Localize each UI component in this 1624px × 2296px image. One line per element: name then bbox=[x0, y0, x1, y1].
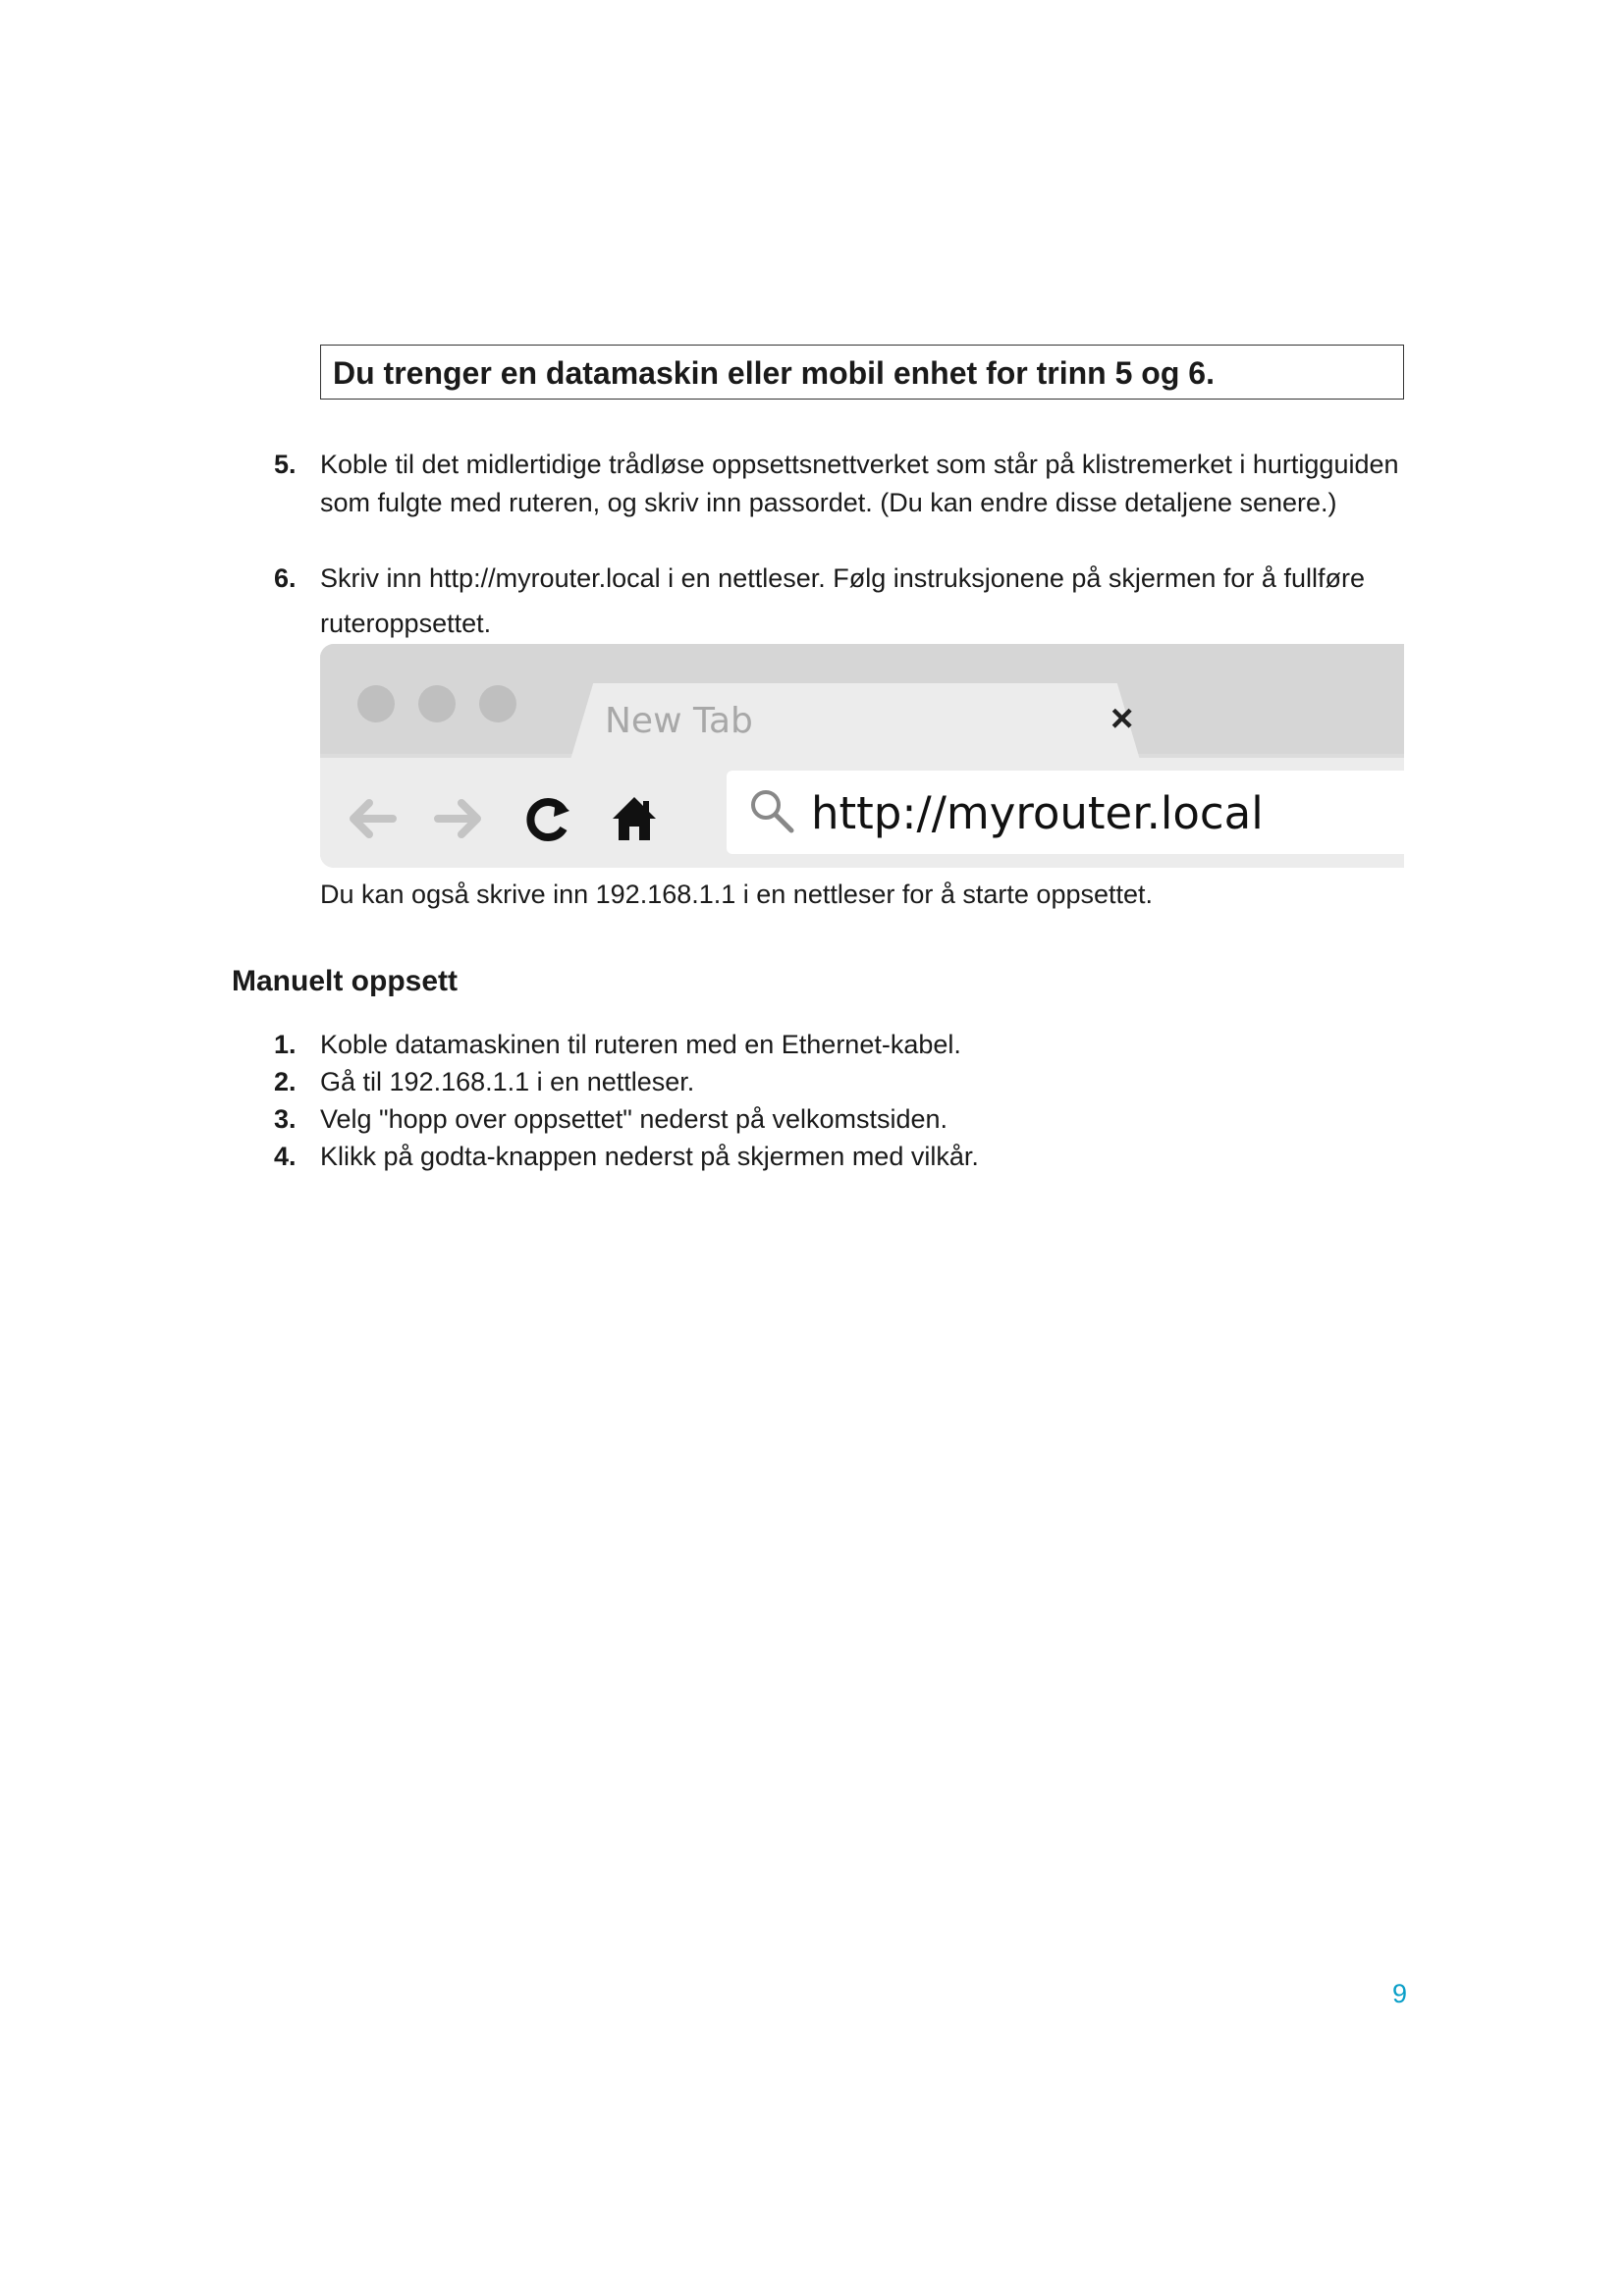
step-number: 2. bbox=[274, 1067, 297, 1096]
search-icon bbox=[748, 787, 795, 839]
tab-title: New Tab bbox=[605, 701, 753, 741]
window-dot-icon bbox=[418, 685, 456, 722]
step-text: Koble til det midlertidige trådløse oppsettsnettverket som står på klistremerket i hurtigguiden som fulgte med ruteren, og skriv inn passordet. (Du kan endre disse detaljene senere.) bbox=[320, 450, 1399, 517]
caption-text: Du kan også skrive inn 192.168.1.1 i en nettleser for å starte oppsettet. bbox=[320, 880, 1154, 909]
step-number: 4. bbox=[274, 1142, 297, 1171]
notice-text: Du trenger en datamaskin eller mobil enhet for trinn 5 og 6. bbox=[333, 355, 1215, 391]
reload-icon bbox=[522, 793, 573, 853]
step-number: 3. bbox=[274, 1104, 297, 1134]
window-dot-icon bbox=[357, 685, 395, 722]
list-item bbox=[274, 560, 1410, 598]
step-text-continued bbox=[320, 605, 1410, 643]
list-item bbox=[274, 1026, 1410, 1064]
forward-arrow-icon bbox=[432, 793, 487, 853]
notice-box bbox=[320, 345, 1404, 400]
step-text: ruteroppsettet. bbox=[320, 609, 492, 638]
list-item bbox=[274, 446, 1410, 522]
home-icon bbox=[611, 793, 658, 853]
back-arrow-icon bbox=[344, 793, 399, 853]
close-icon: × bbox=[1110, 697, 1134, 740]
step-text: Gå til 192.168.1.1 i en nettleser. bbox=[320, 1067, 695, 1096]
step-text: Skriv inn http://myrouter.local i en nettleser. Følg instruksjonene på skjermen for å fullføre bbox=[320, 563, 1365, 593]
list-item bbox=[274, 1138, 1410, 1176]
step-text: Velg "hopp over oppsettet" nederst på velkomstsiden. bbox=[320, 1104, 948, 1134]
step-number: 1. bbox=[274, 1030, 297, 1059]
browser-illustration bbox=[320, 644, 1404, 868]
window-dot-icon bbox=[479, 685, 516, 722]
list-item bbox=[274, 1063, 1410, 1101]
url-text: http://myrouter.local bbox=[811, 787, 1264, 839]
caption bbox=[320, 876, 1410, 914]
page-number: 9 bbox=[1392, 1979, 1408, 2008]
step-text: Klikk på godta-knappen nederst på skjermen med vilkår. bbox=[320, 1142, 979, 1171]
section-heading: Manuelt oppsett bbox=[232, 965, 458, 997]
step-number: 5. bbox=[274, 450, 297, 479]
step-number: 6. bbox=[274, 563, 297, 593]
step-text: Koble datamaskinen til ruteren med en Ethernet-kabel. bbox=[320, 1030, 961, 1059]
list-item bbox=[274, 1100, 1410, 1139]
